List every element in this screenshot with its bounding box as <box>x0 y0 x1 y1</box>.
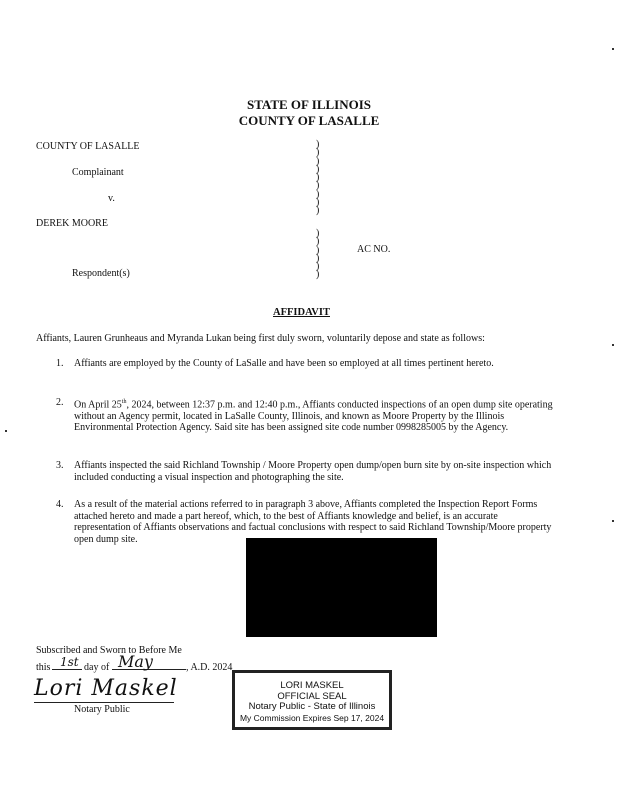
seal-expiry: My Commission Expires Sep 17, 2024 <box>239 712 385 723</box>
respondent-label: Respondent(s) <box>72 268 130 279</box>
jurat-day-of: day of <box>84 662 110 673</box>
ac-number-label: AC NO. <box>357 244 391 255</box>
scan-artifact <box>612 520 614 522</box>
scan-artifact <box>612 48 614 50</box>
month-value: May <box>118 652 153 671</box>
notary-seal <box>232 670 392 730</box>
seal-official: OFFICIAL SEAL <box>277 690 347 702</box>
item-text: As a result of the material actions referred to in paragraph 3 above, Affiants completed the Inspection Report Forms attached hereto and made a part hereof, which, to the best of Affiants knowledge and belief, is an accurate representation of Affiants observations and factual conclusions with respect to said Richland Township/Moore property open dump site. <box>74 499 552 545</box>
item-text: Affiants inspected the said Richland Township / Moore Property open dump/open burn site by on-site inspection which included conducting a visual inspection and photographing the site. <box>74 460 552 483</box>
signature-line <box>34 702 174 703</box>
county-heading: COUNTY OF LASALLE <box>238 113 380 128</box>
seal-state: Notary Public - State of Illinois <box>248 701 376 712</box>
jurat-this: this <box>36 662 51 673</box>
versus-label: v. <box>108 193 115 204</box>
caption-parentheses-bottom: ) ) ) ) ) ) <box>316 228 320 281</box>
day-underline <box>52 669 82 670</box>
party-respondent-name: DEREK MOORE <box>36 218 108 229</box>
complainant-label: Complainant <box>72 167 124 178</box>
state-heading: STATE OF ILLINOIS <box>246 97 372 112</box>
party-complainant-name: COUNTY OF LASALLE <box>36 141 140 152</box>
scan-artifact <box>5 430 7 432</box>
item-text: Affiants are employed by the County of LaSalle and have been so employed at all times pertinent hereto. <box>74 358 494 369</box>
seal-name: LORI MASKEL <box>280 680 344 691</box>
caption-parentheses-top: ) ) ) ) ) ) ) ) ) <box>316 139 320 217</box>
affidavit-title: AFFIDAVIT <box>273 307 330 318</box>
scan-artifact <box>612 344 614 346</box>
subscribed-statement: Subscribed and Sworn to Before Me <box>36 645 182 656</box>
affidavit-intro: Affiants, Lauren Grunheaus and Myranda Lukan being first duly sworn, voluntarily depose and state as follows: <box>36 333 485 344</box>
notary-public-label: Notary Public <box>74 704 130 715</box>
day-value: 1st <box>60 655 79 669</box>
jurat-year: , A.D. 2024 <box>186 662 233 673</box>
redaction-block <box>246 538 437 637</box>
item-text: On April 25th, 2024, between 12:37 p.m. and 12:40 p.m., Affiants conducted inspections of an open dump site operating without an Agency permit, located in LaSalle County, Illinois, and known as Moore Property by the Illinois Environmental Protection Agency. Said site has been assigned site code number 0998285005 by the Agency. <box>74 399 553 434</box>
notary-signature: Lori Maskel <box>34 676 178 701</box>
